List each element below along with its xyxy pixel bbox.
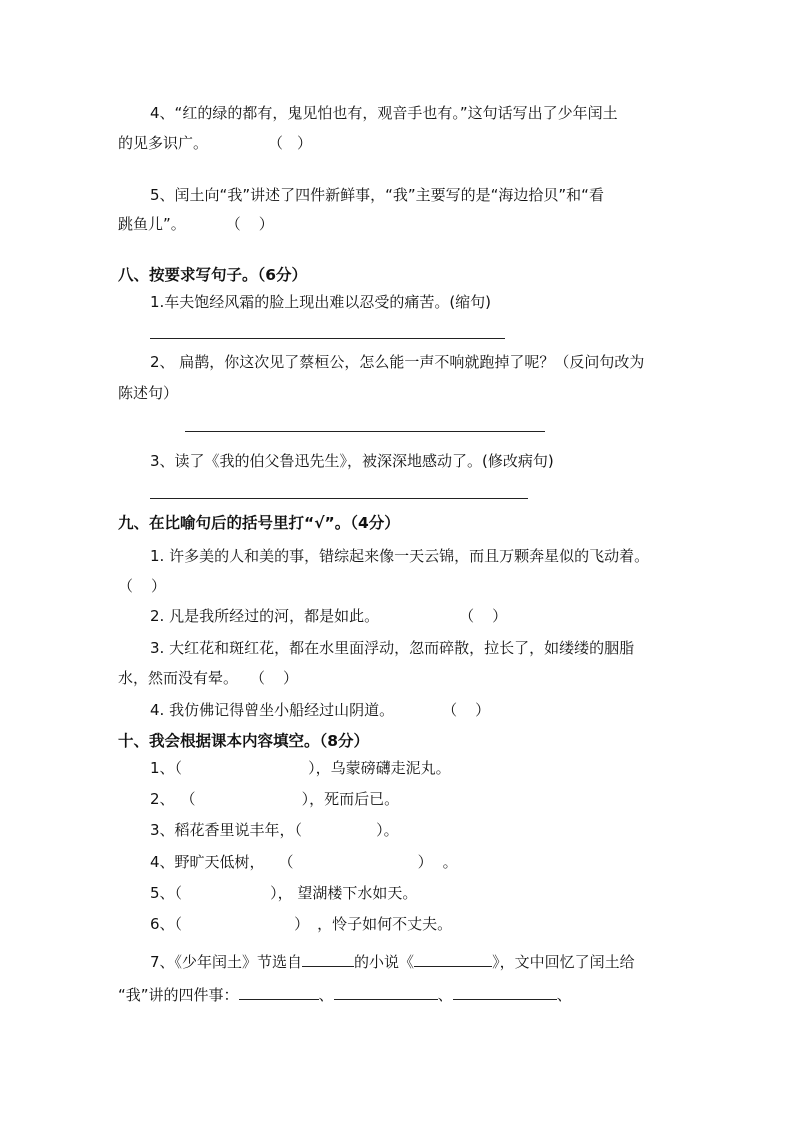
q8-s3: 3、读了《我的伯父鲁迅先生》，被深深地感动了。(修改病句) <box>150 452 554 470</box>
q9-title: 九、在比喻句后的括号里打“√”。（4分） <box>118 514 400 532</box>
q10-item6-paren-open: （ <box>174 915 183 933</box>
q8-s2-answer-line[interactable] <box>185 431 545 432</box>
q8-s1-answer-line[interactable] <box>150 338 505 339</box>
q9-s1-paren-open: （ <box>118 577 134 595</box>
q9-s2-paren-open: （ <box>459 607 475 625</box>
q10-item7-sep1: 、 <box>318 986 334 1004</box>
q8-s2-line2: 陈述句） <box>118 384 179 402</box>
q10-item1 <box>150 758 451 778</box>
q10-item1-paren-close: ） <box>308 759 316 777</box>
q7-item4-paren-close: ） <box>297 134 313 152</box>
q10-item5-paren-close: ） <box>270 884 278 902</box>
q7-item5-line1: 5、闰土向“我”讲述了四件新鲜事，“我”主要写的是“海边拾贝”和“看 <box>150 186 604 204</box>
q10-item1-text: ，乌蒙磅礴走泥丸。 <box>315 759 451 777</box>
q10-item7-sep2: 、 <box>437 986 453 1004</box>
q9-s2: 2. 凡是我所经过的河，都是如此。 <box>150 607 380 625</box>
q9-s3-paren-open: （ <box>250 669 266 687</box>
q10-item7-sep3: 、 <box>556 986 572 1004</box>
q10-item7-author-blank[interactable] <box>302 952 354 967</box>
q7-item4-line1: 4、“红的绿的都有，鬼见怕也有，观音手也有。”这句话写出了少年闰土 <box>150 104 618 122</box>
q10-item5 <box>150 883 417 903</box>
q9-s1-paren <box>118 576 166 596</box>
q10-item4-text: 4、野旷天低树， <box>150 853 265 871</box>
q10-item7-event3-blank[interactable] <box>453 985 557 1000</box>
q10-item5-paren-open: （ <box>174 884 183 902</box>
q7-item4-text: 的见多识广。 <box>118 134 209 152</box>
q10-item7-line2 <box>118 985 572 1005</box>
q10-item6-text: ，怜子如何不丈夫。 <box>317 915 453 933</box>
q8-s3-answer-line[interactable] <box>150 498 528 499</box>
q9-s2-paren-close: ） <box>492 607 508 625</box>
q7-item5-paren-close: ） <box>258 215 274 233</box>
q7-item5-text: 跳鱼儿”。 <box>118 215 186 233</box>
q10-item7-novel-blank[interactable] <box>414 952 492 967</box>
q9-s4-line <box>150 700 490 720</box>
q7-item5-paren-open: （ <box>225 215 241 233</box>
q10-item2 <box>150 789 399 809</box>
q9-s4: 4. 我仿佛记得曾坐小船经过山阴道。 <box>150 701 395 719</box>
q7-item4-line2 <box>118 133 312 153</box>
q9-s3-line1: 3. 大红花和斑红花，都在水里面浮动，忽而碎散，拉长了，如缕缕的胭脂 <box>150 639 635 657</box>
q10-item7-part-c: 》，文中回忆了闰土给 <box>492 953 635 971</box>
q10-item3-paren-close: ） <box>376 821 384 839</box>
q10-item2-paren-close: ） <box>301 790 310 808</box>
q10-item7-event1-blank[interactable] <box>239 985 319 1000</box>
q10-item6-num: 6、 <box>150 915 175 933</box>
q10-item4-paren-open: （ <box>278 853 294 871</box>
q9-s1-paren-close: ） <box>151 577 167 595</box>
q10-item4-end: 。 <box>442 853 458 871</box>
q9-s4-paren-open: （ <box>442 701 458 719</box>
q8-s2-line1: 2、 扁鹊，你这次见了蔡桓公，怎么能一声不响就跑掉了呢？（反问句改为 <box>150 353 645 371</box>
q10-item1-num: 1、 <box>150 759 175 777</box>
q8-title: 八、按要求写句子。（6分） <box>118 266 308 284</box>
q10-item3 <box>150 820 399 840</box>
q10-item5-text: ， 望湖楼下水如天。 <box>277 884 418 902</box>
q10-item1-paren-open: （ <box>174 759 183 777</box>
q10-item7-part-a: 7、《少年闰土》节选自 <box>150 953 303 971</box>
q10-item7-line1 <box>150 952 635 972</box>
q10-item7-four-things-label: “我”讲的四件事： <box>118 986 239 1004</box>
q10-item7-event2-blank[interactable] <box>334 985 438 1000</box>
q10-item6 <box>150 914 452 934</box>
q10-item7-part-b: 的小说《 <box>354 953 415 971</box>
q7-item4-paren-open: （ <box>268 134 284 152</box>
q8-s1: 1.车夫饱经风霜的脸上现出难以忍受的痛苦。(缩句) <box>150 293 492 311</box>
q7-item5-line2 <box>118 214 274 234</box>
q10-item3-text: 3、稻花香里说丰年， <box>150 821 295 839</box>
q10-item5-num: 5、 <box>150 884 175 902</box>
q10-item2-paren-open: （ <box>180 790 196 808</box>
q10-item4-paren-close: ） <box>417 853 433 871</box>
q9-s3-line2 <box>118 668 298 688</box>
q10-item6-paren-close: ） <box>294 915 310 933</box>
q9-s3-paren-close: ） <box>283 669 299 687</box>
q10-item3-paren-open: （ <box>294 821 303 839</box>
q10-item4 <box>150 852 458 872</box>
q9-s1: 1. 许多美的人和美的事，错综起来像一天云锦，而且万颗奔星似的飞动着。 <box>150 547 650 565</box>
q10-title: 十、我会根据课本内容填空。（8分） <box>118 732 370 750</box>
q10-item3-end: 。 <box>383 821 399 839</box>
q9-s3-text: 水，然而没有晕。 <box>118 669 239 687</box>
q10-item2-text: ，死而后已。 <box>309 790 400 808</box>
q9-s4-paren-close: ） <box>475 701 491 719</box>
q9-s2-line <box>150 606 507 626</box>
q10-item2-num: 2、 <box>150 790 175 808</box>
